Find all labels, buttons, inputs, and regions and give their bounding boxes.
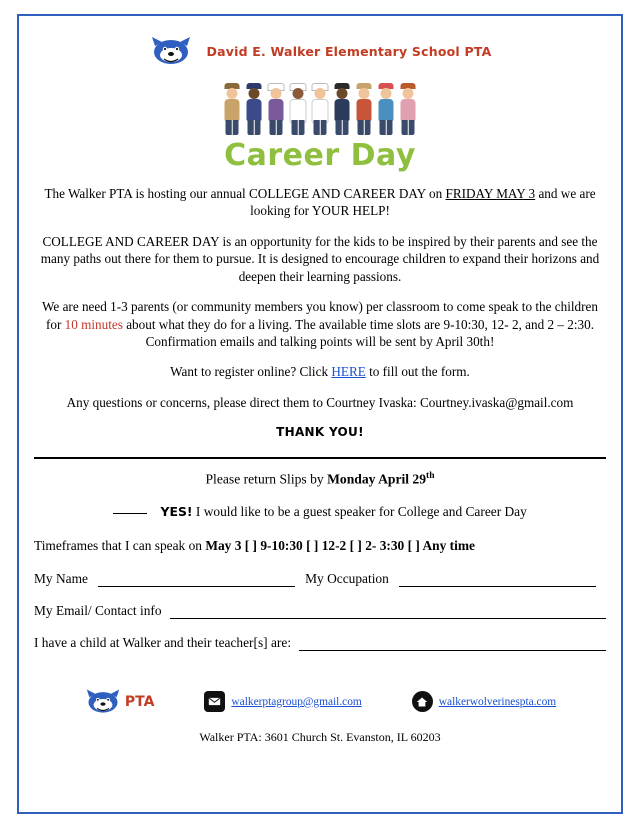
career-day-heading: Career Day (224, 138, 416, 173)
my-email-label: My Email/ Contact info (34, 603, 162, 619)
person-businessman (332, 80, 353, 136)
footer-email-item (204, 691, 361, 712)
person-student (376, 80, 397, 136)
timeframes-line (34, 537, 606, 556)
my-email-input[interactable] (170, 604, 606, 619)
return-by-date: Monday April 29 (327, 471, 427, 487)
yes-text: I would like to be a guest speaker for College and Career Day (192, 503, 527, 519)
paragraph-register-part2: to fill out the form. (365, 364, 470, 380)
return-by-label: Please return Slips by (205, 471, 328, 487)
footer (34, 687, 606, 716)
person-explorer (222, 80, 243, 136)
person-farmer (354, 80, 375, 136)
register-here-link[interactable]: HERE (331, 364, 366, 380)
paragraph-register-part1: Want to register online? Click (170, 364, 332, 380)
footer-website-item (412, 691, 556, 712)
paragraph-description: COLLEGE AND CAREER DAY is an opportunity for the kids to be inspired by their parents and see the many paths out there for them to pursue. It is designed to encourage children to expand their horizons and deepen their learning passions. (40, 233, 600, 284)
paragraph-contact: Any questions or concerns, please direct them to Courtney Ivaska: Courtney.ivaska@gmail.com (66, 394, 574, 410)
footer-address: Walker PTA: 3601 Church St. Evanston, IL 60203 (199, 730, 441, 745)
wolverine-mascot-icon (84, 687, 122, 716)
paragraph-register (34, 363, 606, 380)
footer-website-link[interactable]: walkerwolverinespta.com (438, 695, 557, 708)
duration-highlight: 10 minutes (64, 316, 123, 332)
my-name-label: My Name (34, 571, 88, 587)
person-police-officer (244, 80, 265, 136)
my-occupation-input[interactable] (399, 572, 596, 587)
email-row (34, 603, 606, 619)
paragraph-request (34, 298, 606, 350)
header (34, 34, 606, 68)
my-occupation-label: My Occupation (305, 571, 389, 587)
person-chef (266, 80, 287, 136)
paragraph-intro-part1: The Walker PTA is hosting our annual COLLEGE AND CAREER DAY on (44, 186, 446, 201)
return-by-date-suffix: th (426, 471, 435, 482)
child-teacher-label: I have a child at Walker and their teacher[s] are: (34, 635, 292, 651)
return-slip-heading (34, 471, 606, 488)
footer-pta-logo (84, 687, 155, 716)
paragraph-request-part2: about what they do for a living. The available time slots are 9-10:30, 12- 2, and 2 – 2:30. Confirmation emails and talking points will be sent by April 30th! (122, 316, 595, 349)
envelope-icon (204, 691, 225, 712)
yes-checkbox-line (34, 503, 606, 522)
paragraph-request-part1: We are need 1-3 parents (or community members you know) per classroom to come speak to the children for (42, 299, 598, 332)
slip-divider (34, 457, 606, 459)
footer-email-link[interactable]: walkerptagroup@gmail.com (231, 695, 362, 708)
people-illustration (222, 78, 419, 136)
timeframes-options: May 3 [ ] 9-10:30 [ ] 12-2 [ ] 2- 3:30 [ ] Any time (205, 537, 475, 553)
yes-blank-field[interactable] (113, 513, 147, 514)
person-teacher (398, 80, 419, 136)
paragraph-intro (34, 185, 606, 220)
paragraph-intro-part2: and we are looking for YOUR HELP! (250, 186, 596, 219)
my-name-input[interactable] (98, 572, 295, 587)
timeframes-label: Timeframes that I can speak on (34, 537, 206, 553)
flyer-content (34, 26, 606, 745)
career-day-graphic (34, 78, 606, 173)
yes-label: YES! (160, 503, 193, 519)
person-doctor (310, 80, 331, 136)
thank-you-text: THANK YOU! (276, 425, 364, 440)
child-teacher-input[interactable] (299, 636, 606, 651)
footer-pta-label: PTA (124, 693, 155, 710)
child-teacher-row (34, 635, 606, 651)
wolverine-mascot-icon (149, 34, 193, 68)
event-date: FRIDAY MAY 3 (445, 186, 536, 201)
school-pta-title: David E. Walker Elementary School PTA (206, 43, 492, 59)
person-nurse (288, 80, 309, 136)
home-icon (412, 691, 433, 712)
name-occupation-row (34, 571, 606, 587)
